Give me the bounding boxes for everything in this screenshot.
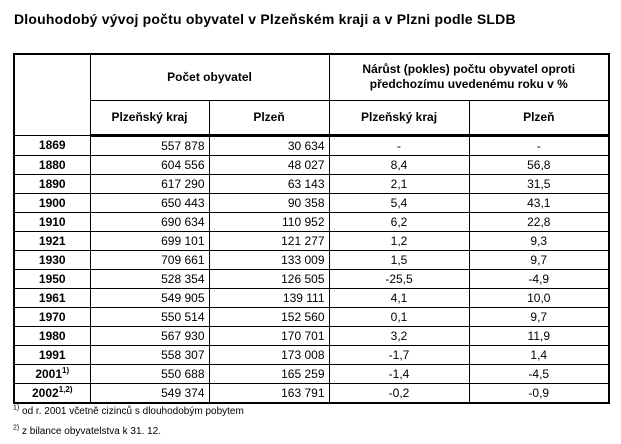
kraj-population-cell: 528 354 [90, 269, 209, 288]
footnotes [13, 406, 244, 444]
plzen-population-cell: 173 008 [209, 345, 329, 364]
footnote-2 [13, 426, 244, 438]
kraj-growth-cell: -1,4 [329, 364, 469, 383]
year-cell [14, 326, 90, 345]
table-row [14, 326, 609, 345]
year-cell [14, 155, 90, 174]
plzen-population-cell: 139 111 [209, 288, 329, 307]
page-title: Dlouhodobý vývoj počtu obyvatel v Plzeňském kraji a v Plzni podle SLDB [14, 11, 516, 27]
kraj-population-cell: 549 905 [90, 288, 209, 307]
year-cell [14, 212, 90, 231]
footnote-1-marker: 1) [13, 404, 20, 412]
table-row [14, 135, 609, 155]
plzen-growth-cell: -4,9 [469, 269, 609, 288]
kraj-growth-cell: -0,2 [329, 383, 469, 403]
kraj-population-cell: 557 878 [90, 135, 209, 155]
kraj-growth-cell: 2,1 [329, 174, 469, 193]
plzen-population-cell: 152 560 [209, 307, 329, 326]
plzen-growth-cell: 9,7 [469, 307, 609, 326]
year-value: 1921 [38, 233, 66, 248]
subheader-plzen-population: Plzeň [209, 100, 329, 135]
population-table-body [14, 135, 609, 403]
footnote-1-text: od r. 2001 včetně cizinců s dlouhodobým pobytem [22, 406, 244, 417]
table-row [14, 250, 609, 269]
table-row [14, 288, 609, 307]
year-column-header [14, 54, 90, 135]
growth-group-header: Nárůst (pokles) počtu obyvatel oproti předchozímu uvedenému roku v % [329, 54, 609, 100]
year-footnote-marker: 1) [62, 365, 70, 375]
table-row [14, 307, 609, 326]
plzen-growth-cell: -4,5 [469, 364, 609, 383]
kraj-population-cell: 558 307 [90, 345, 209, 364]
plzen-population-cell: 133 009 [209, 250, 329, 269]
table-header [14, 54, 609, 135]
year-cell [14, 307, 90, 326]
plzen-population-cell: 165 259 [209, 364, 329, 383]
plzen-population-cell: 110 952 [209, 212, 329, 231]
table-row [14, 231, 609, 250]
plzen-growth-cell: 9,7 [469, 250, 609, 269]
year-value: 2001 [35, 366, 63, 381]
kraj-growth-cell: - [329, 135, 469, 155]
year-value: 1991 [38, 347, 66, 362]
plzen-growth-cell: 31,5 [469, 174, 609, 193]
year-value: 1970 [38, 309, 66, 324]
plzen-growth-cell: 56,8 [469, 155, 609, 174]
plzen-population-cell: 126 505 [209, 269, 329, 288]
table-row [14, 174, 609, 193]
plzen-growth-cell: - [469, 135, 609, 155]
plzen-population-cell: 170 701 [209, 326, 329, 345]
year-cell [14, 383, 90, 403]
year-value: 1900 [38, 195, 66, 210]
year-footnote-marker: 1,2) [58, 384, 73, 394]
year-cell [14, 174, 90, 193]
year-value: 1880 [38, 157, 66, 172]
kraj-growth-cell: -1,7 [329, 345, 469, 364]
year-value: 1890 [38, 176, 66, 191]
kraj-population-cell: 550 514 [90, 307, 209, 326]
table-row [14, 364, 609, 383]
kraj-population-cell: 567 930 [90, 326, 209, 345]
table-row [14, 155, 609, 174]
table-row [14, 345, 609, 364]
kraj-growth-cell: 3,2 [329, 326, 469, 345]
plzen-growth-cell: 22,8 [469, 212, 609, 231]
kraj-growth-cell: 1,5 [329, 250, 469, 269]
footnote-2-marker: 2) [13, 424, 20, 432]
year-cell [14, 288, 90, 307]
footnote-1 [13, 406, 244, 418]
kraj-growth-cell: 1,2 [329, 231, 469, 250]
subheader-kraj-growth: Plzeňský kraj [329, 100, 469, 135]
plzen-population-cell: 30 634 [209, 135, 329, 155]
plzen-growth-cell: 9,3 [469, 231, 609, 250]
kraj-growth-cell: 4,1 [329, 288, 469, 307]
kraj-population-cell: 550 688 [90, 364, 209, 383]
kraj-population-cell: 699 101 [90, 231, 209, 250]
kraj-growth-cell: 0,1 [329, 307, 469, 326]
population-group-header: Počet obyvatel [90, 54, 329, 100]
kraj-growth-cell: 6,2 [329, 212, 469, 231]
year-cell [14, 345, 90, 364]
population-table [13, 53, 610, 404]
year-cell [14, 193, 90, 212]
kraj-growth-cell: 8,4 [329, 155, 469, 174]
year-value: 1980 [38, 328, 66, 343]
year-value: 1961 [38, 290, 66, 305]
plzen-growth-cell: 1,4 [469, 345, 609, 364]
table-row [14, 193, 609, 212]
footnote-2-text: z bilance obyvatelstva k 31. 12. [22, 426, 161, 437]
kraj-population-cell: 549 374 [90, 383, 209, 403]
kraj-growth-cell: 5,4 [329, 193, 469, 212]
year-cell [14, 364, 90, 383]
plzen-population-cell: 163 791 [209, 383, 329, 403]
plzen-population-cell: 121 277 [209, 231, 329, 250]
subheader-kraj-population: Plzeňský kraj [90, 100, 209, 135]
plzen-population-cell: 90 358 [209, 193, 329, 212]
year-cell [14, 231, 90, 250]
table-row [14, 269, 609, 288]
kraj-growth-cell: -25,5 [329, 269, 469, 288]
year-cell [14, 269, 90, 288]
plzen-growth-cell: 43,1 [469, 193, 609, 212]
group-header-row [14, 54, 609, 100]
kraj-population-cell: 650 443 [90, 193, 209, 212]
kraj-population-cell: 617 290 [90, 174, 209, 193]
year-value: 1910 [38, 214, 66, 229]
plzen-growth-cell: 11,9 [469, 326, 609, 345]
plzen-growth-cell: -0,9 [469, 383, 609, 403]
table-row [14, 212, 609, 231]
sub-header-row [14, 100, 609, 135]
plzen-growth-cell: 10,0 [469, 288, 609, 307]
kraj-population-cell: 690 634 [90, 212, 209, 231]
table-row [14, 383, 609, 403]
kraj-population-cell: 709 661 [90, 250, 209, 269]
year-cell [14, 135, 90, 155]
subheader-plzen-growth: Plzeň [469, 100, 609, 135]
year-value: 1930 [38, 252, 66, 267]
plzen-population-cell: 63 143 [209, 174, 329, 193]
year-value: 1869 [38, 138, 66, 152]
kraj-population-cell: 604 556 [90, 155, 209, 174]
plzen-population-cell: 48 027 [209, 155, 329, 174]
year-cell [14, 250, 90, 269]
year-value: 2002 [32, 385, 59, 400]
year-value: 1950 [38, 271, 66, 286]
